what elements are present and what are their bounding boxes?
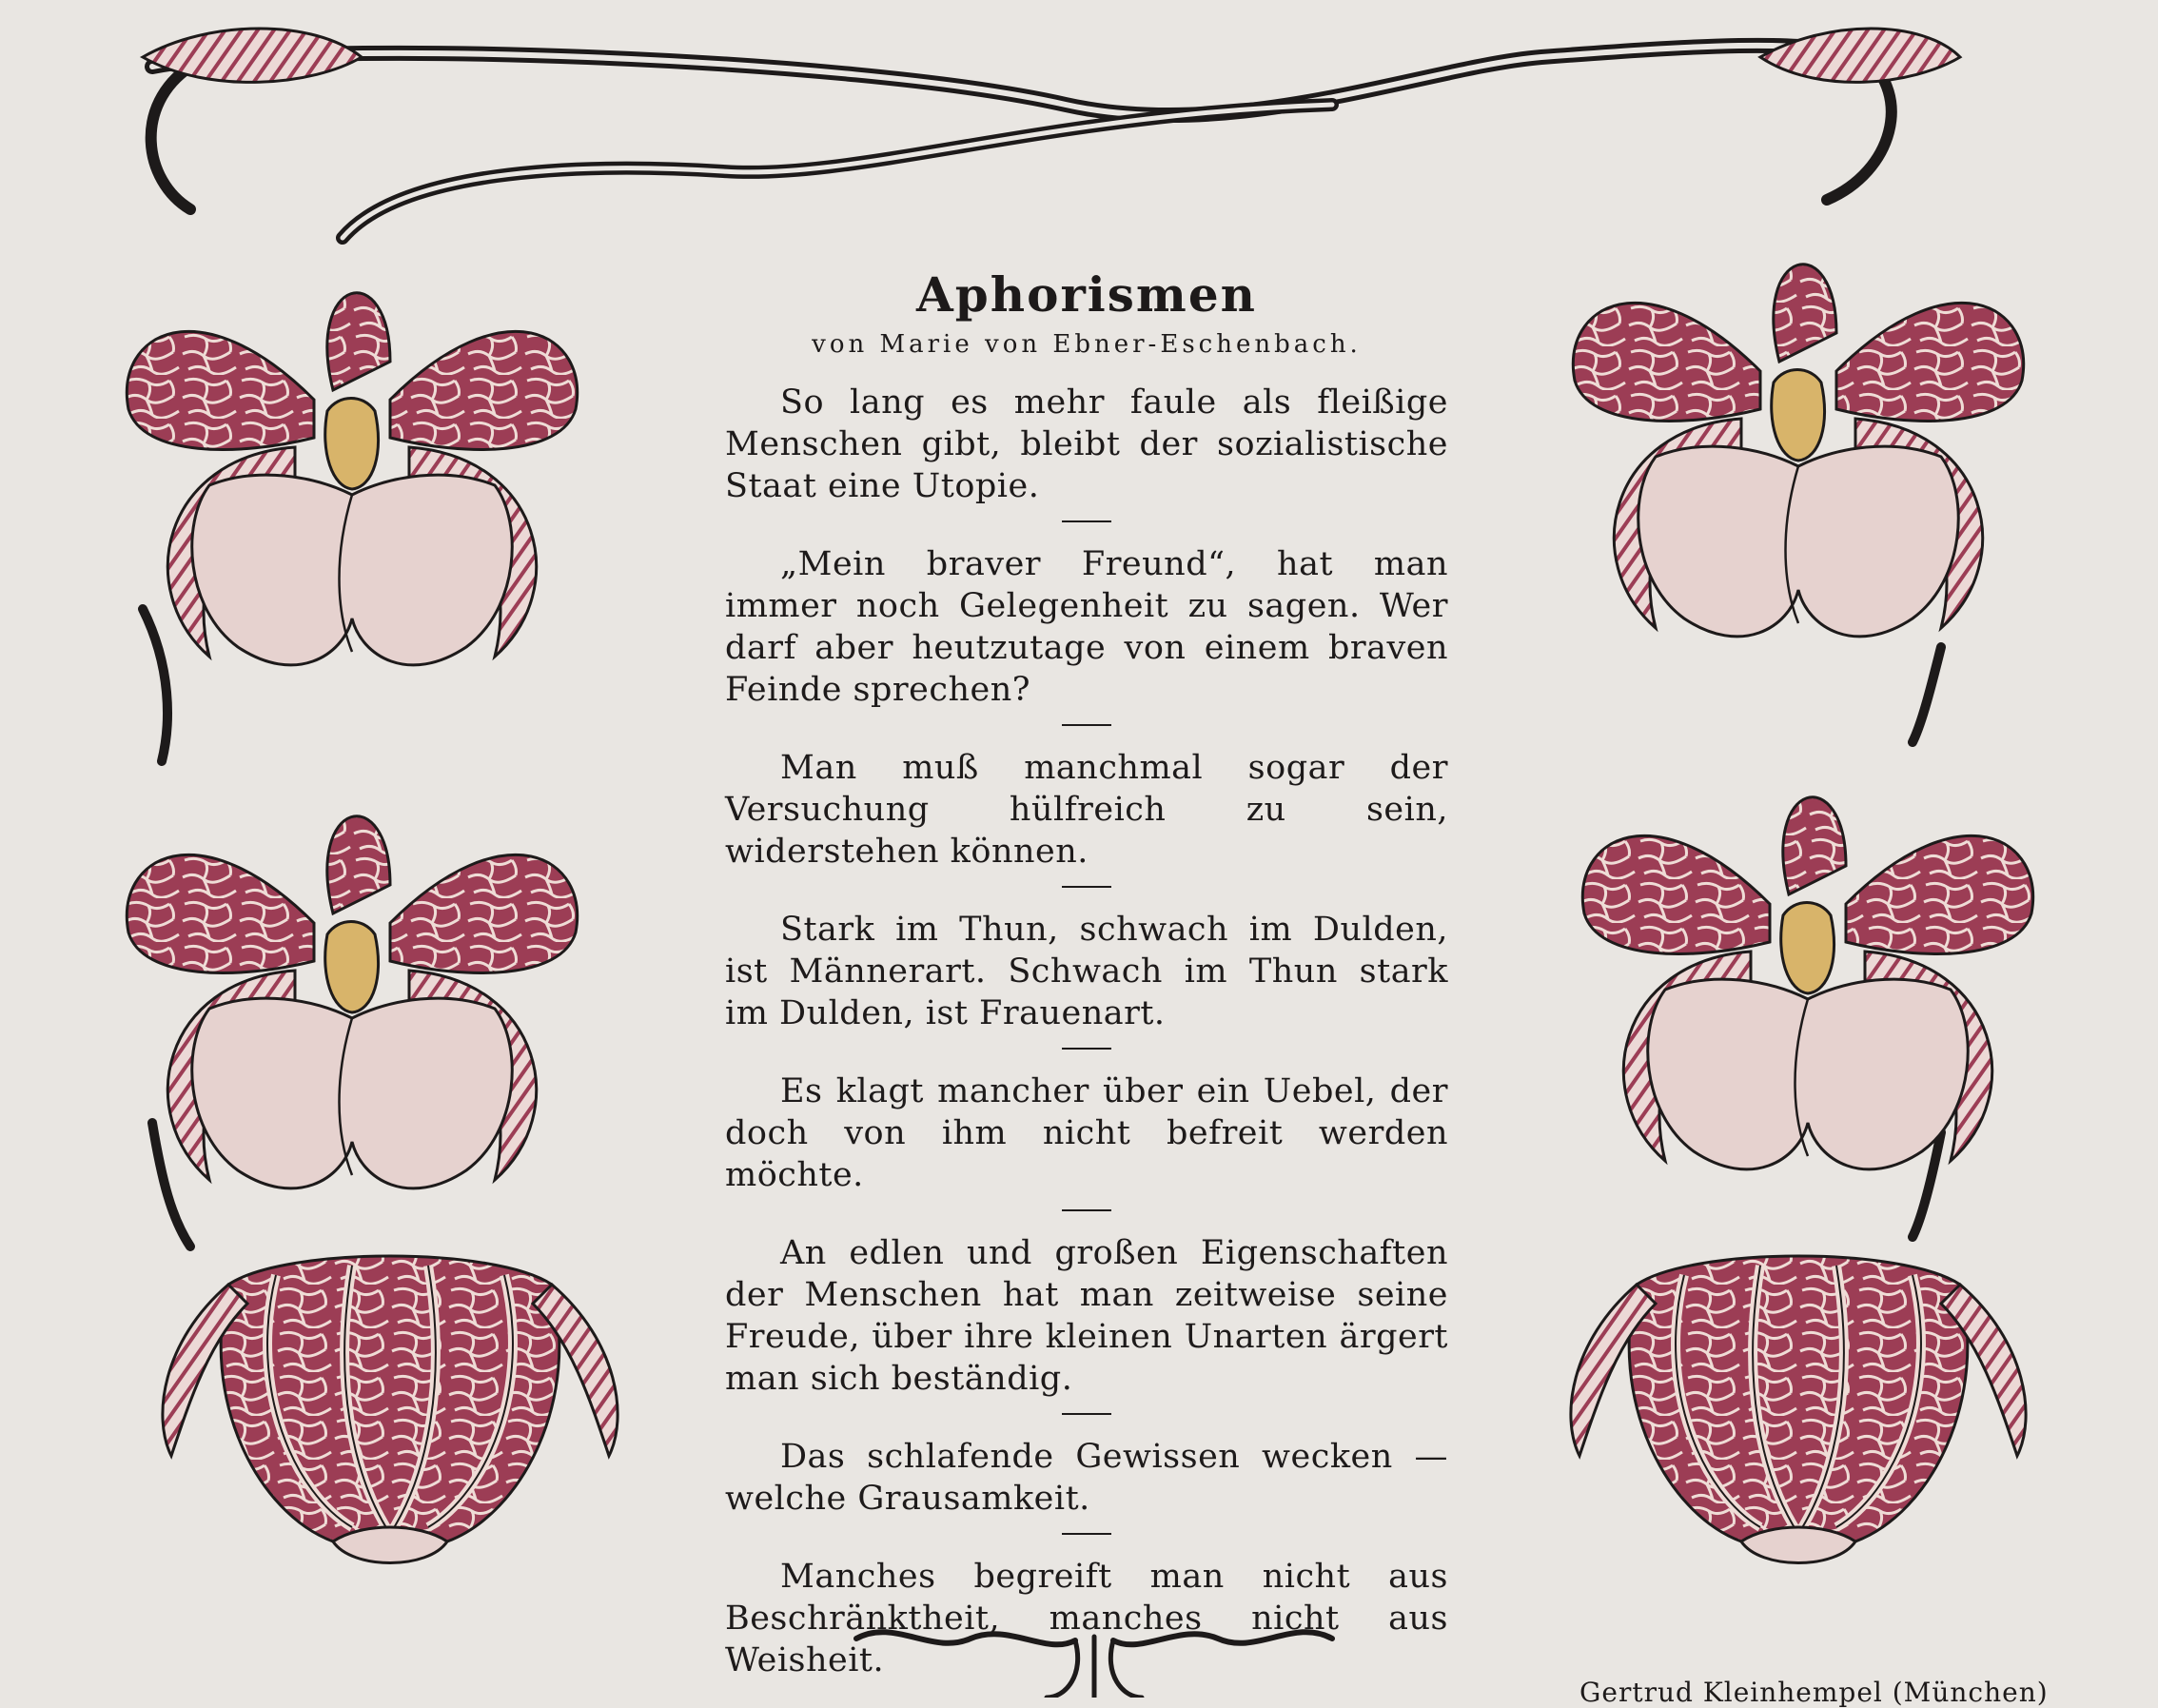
aphorism-1: So lang es mehr faule als fleißige Menschen gibt, bleibt der sozialistische Staat eine Utopie. xyxy=(725,383,1448,505)
orchid-right-bud xyxy=(1571,1256,2026,1563)
top-vine xyxy=(143,29,1960,238)
aphorism-7: Das schlafende Gewissen wecken — welche Grausamkeit. xyxy=(725,1438,1448,1518)
separator xyxy=(1062,1413,1111,1415)
aphorism-3: Man muß manchmal sogar der Versuchung hülfreich zu sein, widerstehen können. xyxy=(725,749,1448,871)
author-line: von Marie von Ebner-Eschenbach. xyxy=(812,330,1362,359)
separator xyxy=(1062,886,1111,888)
aphorism-2: „Mein braver Freund“, hat man immer noch Gelegenheit zu sagen. Wer darf aber heutzutage von einem braven Feinde sprechen? xyxy=(725,545,1448,709)
orchid-right-middle xyxy=(1582,797,2032,1169)
aphorisms-column xyxy=(725,266,1448,1681)
orchid-right-top xyxy=(1573,265,2023,637)
artist-signature: Gertrud Kleinhempel (München) xyxy=(1579,1677,2049,1708)
separator xyxy=(1062,1209,1111,1211)
orchid-left-middle xyxy=(127,816,577,1188)
orchid-left-bud xyxy=(163,1256,618,1563)
aphorism-8: Manches begreift man nicht aus Beschränktheit, manches nicht aus Weisheit. xyxy=(725,1558,1448,1679)
separator xyxy=(1062,1048,1111,1050)
orchid-left-top xyxy=(127,293,577,665)
aphorism-6: An edlen und großen Eigenschaften der Menschen hat man zeitweise seine Freude, über ihre kleinen Unarten ärgert man sich beständig. xyxy=(725,1234,1448,1398)
page-title: Aphorismen xyxy=(915,266,1257,323)
aphorism-5: Es klagt mancher über ein Uebel, der doch von ihm nicht befreit werden möchte. xyxy=(725,1072,1448,1194)
separator xyxy=(1062,520,1111,522)
separator xyxy=(1062,724,1111,726)
separator xyxy=(1062,1533,1111,1535)
aphorism-4: Stark im Thun, schwach im Dulden, ist Männerart. Schwach im Thun stark im Dulden, ist Frauenart. xyxy=(725,911,1448,1032)
